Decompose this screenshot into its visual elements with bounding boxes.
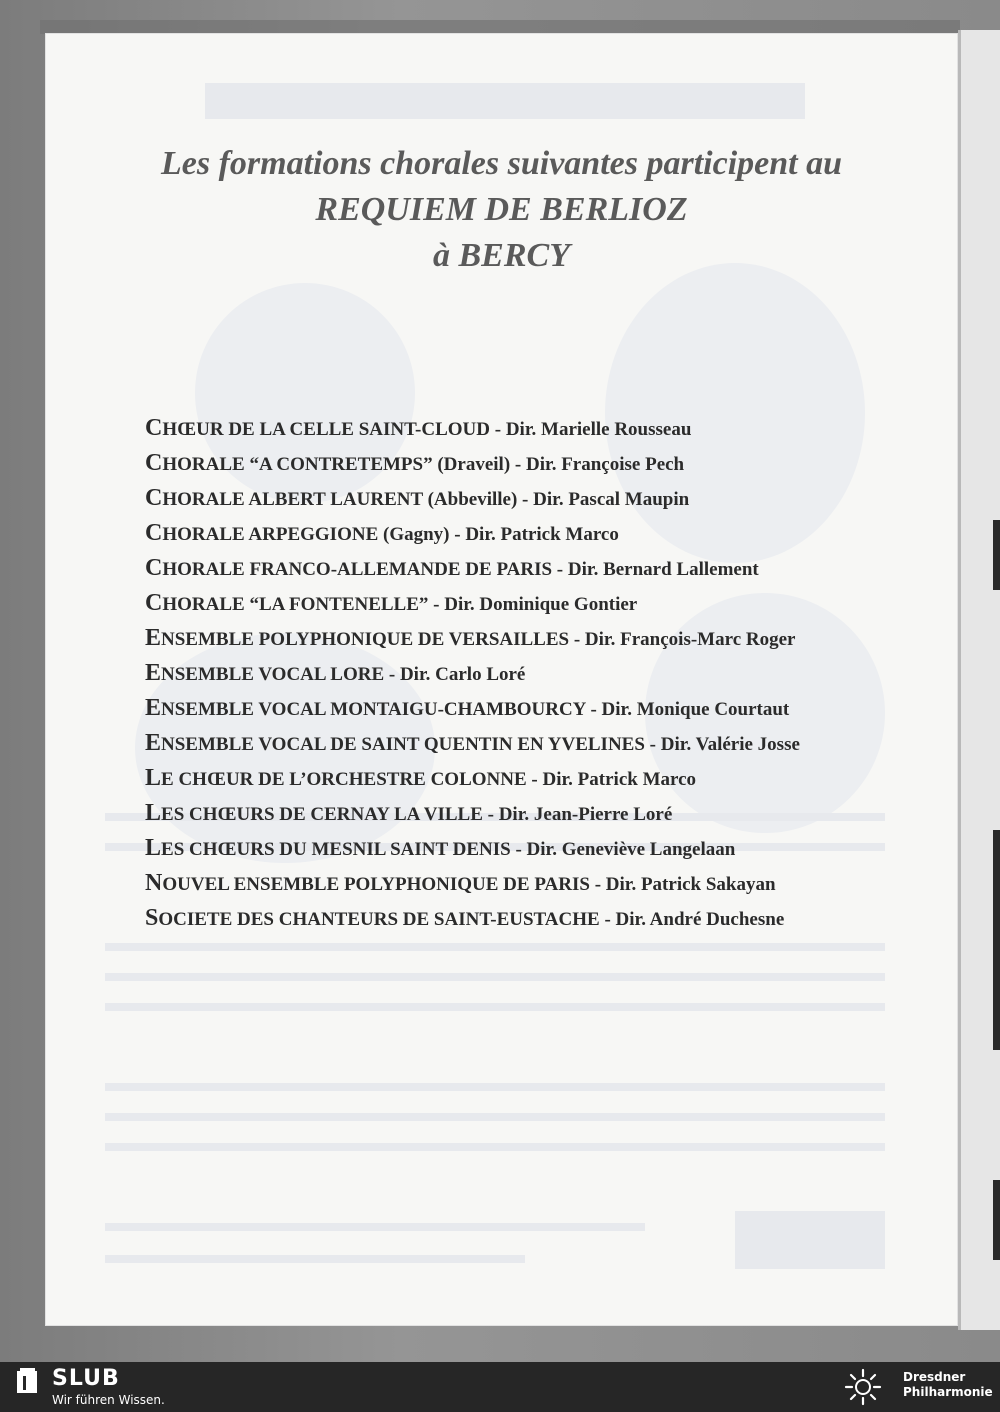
choir-director: - Dir. Dominique Gontier bbox=[428, 594, 638, 615]
choir-name: ES CHŒURS DU MESNIL SAINT DENIS bbox=[161, 839, 511, 860]
show-through-banner bbox=[205, 83, 805, 119]
orchestra-logo-icon bbox=[843, 1367, 883, 1407]
choir-row bbox=[145, 796, 945, 831]
show-through-line bbox=[105, 973, 885, 981]
choir-director: - Dir. Valérie Josse bbox=[644, 734, 800, 755]
choir-name: HORALE “LA FONTENELLE” bbox=[162, 594, 429, 615]
choir-name: NSEMBLE VOCAL DE SAINT QUENTIN EN YVELINES bbox=[161, 734, 645, 755]
choir-name-initial: L bbox=[145, 800, 162, 826]
adjacent-page-edge bbox=[958, 30, 1000, 1330]
choir-name-initial: C bbox=[145, 415, 163, 441]
choir-row bbox=[145, 411, 945, 446]
choir-name: HORALE “A CONTRETEMPS” bbox=[162, 454, 433, 475]
choir-row bbox=[145, 866, 945, 901]
choir-row bbox=[145, 551, 945, 586]
choir-row bbox=[145, 481, 945, 516]
choir-name: HORALE ARPEGGIONE bbox=[162, 524, 379, 545]
choir-director: - Dir. Geneviève Langelaan bbox=[510, 839, 736, 860]
choir-director: - Dir. Marielle Rousseau bbox=[490, 419, 692, 440]
choir-name: HORALE ALBERT LAURENT bbox=[162, 489, 423, 510]
choir-director: - Dir. Pascal Maupin bbox=[517, 489, 690, 510]
choir-row bbox=[145, 586, 945, 621]
choir-name: HŒUR DE LA CELLE SAINT-CLOUD bbox=[162, 419, 490, 440]
choir-name-initial: C bbox=[145, 485, 163, 511]
choir-director: - Dir. André Duchesne bbox=[599, 909, 785, 930]
adjacent-page-mark bbox=[993, 520, 1000, 590]
orchestra-name-line-2: Philharmonie bbox=[903, 1385, 993, 1399]
choir-row bbox=[145, 446, 945, 481]
slub-logo-icon bbox=[16, 1368, 38, 1394]
choir-name-initial: C bbox=[145, 450, 163, 476]
choir-name-initial: E bbox=[145, 625, 162, 651]
choir-list bbox=[145, 411, 945, 936]
orchestra-name bbox=[903, 1370, 993, 1400]
heading-line-2: REQUIEM DE BERLIOZ bbox=[315, 191, 688, 228]
scan-top-edge bbox=[40, 20, 960, 34]
choir-director: - Dir. Bernard Lallement bbox=[552, 559, 759, 580]
show-through-line bbox=[105, 1255, 525, 1263]
show-through-line bbox=[105, 1083, 885, 1091]
choir-row bbox=[145, 691, 945, 726]
choir-name-initial: S bbox=[145, 905, 159, 931]
show-through-line bbox=[105, 1113, 885, 1121]
heading-line-1: Les formations chorales suivantes participent au bbox=[161, 145, 842, 182]
choir-director: - Dir. Patrick Marco bbox=[526, 769, 697, 790]
choir-name-initial: C bbox=[145, 520, 163, 546]
choir-director: - Dir. Monique Courtaut bbox=[585, 699, 790, 720]
heading-line-3: à BERCY bbox=[433, 237, 570, 274]
choir-name-initial: E bbox=[145, 660, 162, 686]
choir-name: NSEMBLE VOCAL MONTAIGU-CHAMBOURCY bbox=[161, 699, 586, 720]
choir-name-initial: L bbox=[145, 835, 162, 861]
choir-director: - Dir. François-Marc Roger bbox=[569, 629, 796, 650]
choir-name: E CHŒUR DE L’ORCHESTRE COLONNE bbox=[161, 769, 527, 790]
choir-row bbox=[145, 831, 945, 866]
choir-name: NSEMBLE VOCAL LORE bbox=[161, 664, 385, 685]
choir-name: NSEMBLE POLYPHONIQUE DE VERSAILLES bbox=[161, 629, 570, 650]
show-through-line bbox=[105, 1003, 885, 1011]
choir-director: - Dir. Carlo Loré bbox=[384, 664, 526, 685]
choir-director: - Dir. Patrick Marco bbox=[449, 524, 619, 545]
choir-name: ES CHŒURS DE CERNAY LA VILLE bbox=[161, 804, 483, 825]
choir-name-initial: C bbox=[145, 555, 163, 581]
page-heading bbox=[45, 141, 958, 279]
choir-row bbox=[145, 621, 945, 656]
choir-row bbox=[145, 761, 945, 796]
choir-name-initial: E bbox=[145, 695, 162, 721]
choir-row bbox=[145, 726, 945, 761]
choir-director: - Dir. Françoise Pech bbox=[510, 454, 685, 475]
show-through-line bbox=[105, 943, 885, 951]
page-fold bbox=[958, 30, 961, 1330]
adjacent-page-mark bbox=[993, 1180, 1000, 1260]
choir-row bbox=[145, 516, 945, 551]
library-name: SLUB bbox=[52, 1366, 120, 1391]
orchestra-name-line-1: Dresdner bbox=[903, 1370, 966, 1384]
choir-name: OUVEL ENSEMBLE POLYPHONIQUE DE PARIS bbox=[162, 874, 590, 895]
choir-row bbox=[145, 656, 945, 691]
choir-name-initial: N bbox=[145, 870, 163, 896]
choir-director: - Dir. Jean-Pierre Loré bbox=[482, 804, 673, 825]
library-tagline: Wir führen Wissen. bbox=[52, 1393, 165, 1407]
choir-name: HORALE FRANCO-ALLEMANDE DE PARIS bbox=[162, 559, 553, 580]
footer-bar bbox=[0, 1362, 1000, 1412]
document-page bbox=[45, 33, 958, 1326]
choir-place: (Gagny) bbox=[378, 524, 450, 545]
choir-name-initial: L bbox=[145, 765, 162, 791]
choir-name-initial: C bbox=[145, 590, 163, 616]
adjacent-page-mark bbox=[993, 830, 1000, 1050]
choir-director: - Dir. Patrick Sakayan bbox=[589, 874, 776, 895]
choir-name: OCIETE DES CHANTEURS DE SAINT-EUSTACHE bbox=[158, 909, 600, 930]
choir-place: (Draveil) bbox=[432, 454, 511, 475]
show-through-line bbox=[105, 1223, 645, 1231]
choir-row bbox=[145, 901, 945, 936]
choir-name-initial: E bbox=[145, 730, 162, 756]
show-through-line bbox=[105, 1143, 885, 1151]
show-through-logo bbox=[735, 1211, 885, 1269]
choir-place: (Abbeville) bbox=[422, 489, 518, 510]
